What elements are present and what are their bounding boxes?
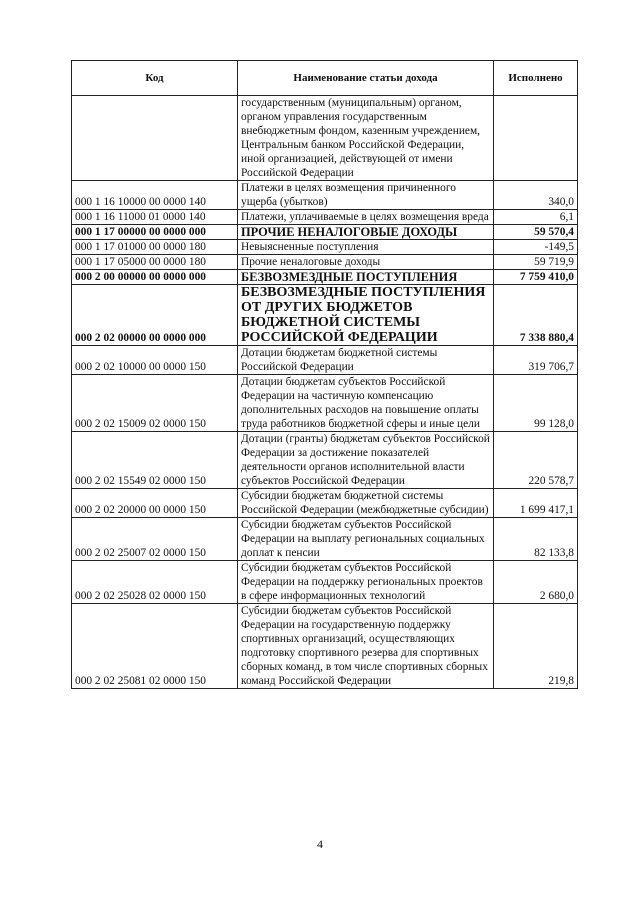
amount-cell: 6,1: [494, 210, 578, 225]
table-row: [72, 225, 578, 240]
amount-cell: 2 680,0: [494, 561, 578, 604]
table-row: [72, 604, 578, 689]
amount-cell: 219,8: [494, 604, 578, 689]
code-cell: 000 1 17 05000 00 0000 180: [72, 255, 238, 270]
code-cell: 000 2 02 10000 00 0000 150: [72, 346, 238, 375]
name-cell: БЕЗВОЗМЕЗДНЫЕ ПОСТУПЛЕНИЯ ОТ ДРУГИХ БЮДЖЕТОВ БЮДЖЕТНОЙ СИСТЕМЫ РОССИЙСКОЙ ФЕДЕРАЦИИ: [238, 285, 494, 346]
code-cell: 000 2 02 25081 02 0000 150: [72, 604, 238, 689]
name-cell: Дотации бюджетам субъектов Российской Федерации на частичную компенсацию дополнительных расходов на повышение оплаты труда работников бюджетной сферы и иные цели: [238, 375, 494, 432]
code-cell: 000 1 17 01000 00 0000 180: [72, 240, 238, 255]
table-row: [72, 270, 578, 285]
amount-cell: 82 133,8: [494, 518, 578, 561]
column-header-name: Наименование статьи дохода: [238, 61, 494, 96]
name-cell: Платежи, уплачиваемые в целях возмещения вреда: [238, 210, 494, 225]
table-row: [72, 346, 578, 375]
code-cell: 000 2 02 25007 02 0000 150: [72, 518, 238, 561]
table-row: [72, 561, 578, 604]
name-cell: Субсидии бюджетам субъектов Российской Федерации на поддержку региональных проектов в сфере информационных технологий: [238, 561, 494, 604]
table-row: [72, 432, 578, 489]
code-cell: 000 1 17 00000 00 0000 000: [72, 225, 238, 240]
table-row: [72, 255, 578, 270]
name-cell: Дотации (гранты) бюджетам субъектов Российской Федерации за достижение показателей деятельности органов исполнительной власти субъектов Российской Федерации: [238, 432, 494, 489]
amount-cell: 59 719,9: [494, 255, 578, 270]
name-cell: Невыясненные поступления: [238, 240, 494, 255]
page-number: 4: [317, 837, 323, 851]
name-cell: ПРОЧИЕ НЕНАЛОГОВЫЕ ДОХОДЫ: [238, 225, 494, 240]
name-cell: Субсидии бюджетам бюджетной системы Российской Федерации (межбюджетные субсидии): [238, 489, 494, 518]
table-row: [72, 518, 578, 561]
code-cell: 000 2 02 20000 00 0000 150: [72, 489, 238, 518]
table-row: [72, 210, 578, 225]
amount-cell: 7 338 880,4: [494, 285, 578, 346]
name-cell: Платежи в целях возмещения причиненного ущерба (убытков): [238, 181, 494, 210]
code-cell: 000 2 02 15009 02 0000 150: [72, 375, 238, 432]
column-header-amount: Исполнено: [494, 61, 578, 96]
column-header-code: Код: [72, 61, 238, 96]
table-header-row: [72, 61, 578, 96]
name-cell: Субсидии бюджетам субъектов Российской Федерации на государственную поддержку спортивных организаций, осуществляющих подготовку спортивного резерва для спортивных сборных команд, в том числе спортивных сборных команд Российской Федерации: [238, 604, 494, 689]
name-cell: Дотации бюджетам бюджетной системы Российской Федерации: [238, 346, 494, 375]
code-cell: 000 2 02 25028 02 0000 150: [72, 561, 238, 604]
code-cell: 000 2 02 15549 02 0000 150: [72, 432, 238, 489]
table-row: [72, 240, 578, 255]
amount-cell: 59 570,4: [494, 225, 578, 240]
table-body: [72, 96, 578, 689]
name-cell: государственным (муниципальным) органом, органом управления государственным внебюджетным фондом, казенным учреждением, Центральным банком Российской Федерации, иной организацией, действующей от имени Российской Федерации: [238, 96, 494, 181]
code-cell: 000 1 16 11000 01 0000 140: [72, 210, 238, 225]
name-cell: Субсидии бюджетам субъектов Российской Федерации на выплату региональных социальных доплат к пенсии: [238, 518, 494, 561]
name-cell: Прочие неналоговые доходы: [238, 255, 494, 270]
amount-cell: -149,5: [494, 240, 578, 255]
amount-cell: [494, 96, 578, 181]
amount-cell: 1 699 417,1: [494, 489, 578, 518]
revenue-table: [71, 60, 578, 689]
name-cell: БЕЗВОЗМЕЗДНЫЕ ПОСТУПЛЕНИЯ: [238, 270, 494, 285]
table-row: [72, 375, 578, 432]
code-cell: 000 2 02 00000 00 0000 000: [72, 285, 238, 346]
code-cell: 000 1 16 10000 00 0000 140: [72, 181, 238, 210]
table-row: [72, 285, 578, 346]
table-row: [72, 181, 578, 210]
code-cell: 000 2 00 00000 00 0000 000: [72, 270, 238, 285]
amount-cell: 340,0: [494, 181, 578, 210]
code-cell: [72, 96, 238, 181]
table-row: [72, 96, 578, 181]
amount-cell: 99 128,0: [494, 375, 578, 432]
amount-cell: 220 578,7: [494, 432, 578, 489]
table-row: [72, 489, 578, 518]
amount-cell: 7 759 410,0: [494, 270, 578, 285]
amount-cell: 319 706,7: [494, 346, 578, 375]
